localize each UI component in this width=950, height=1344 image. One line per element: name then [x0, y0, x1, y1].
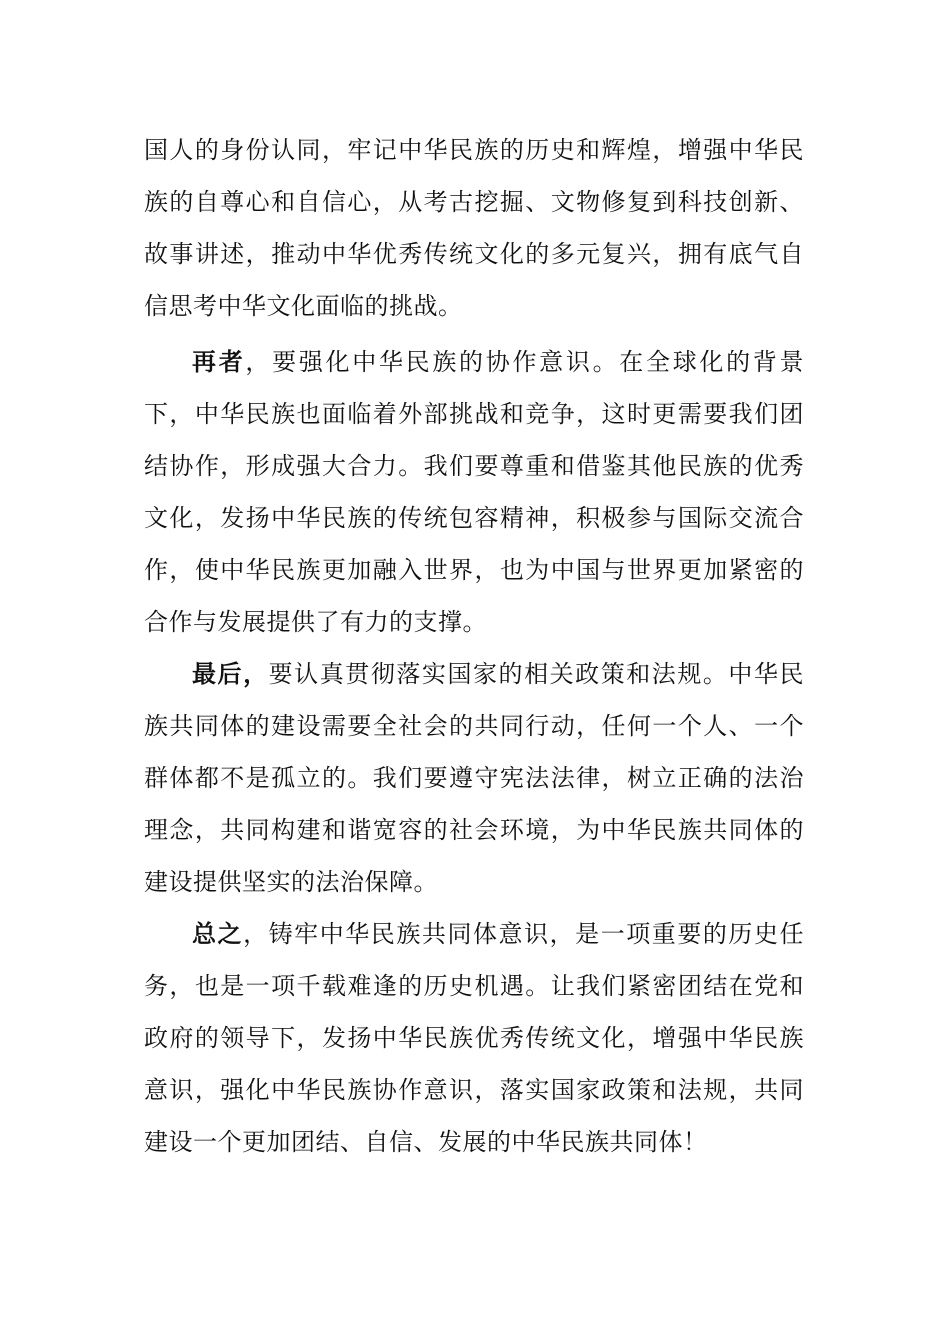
paragraph-furthermore	[144, 336, 804, 648]
paragraph-lead: 再者	[192, 348, 246, 376]
paragraph-conclusion	[144, 908, 804, 1168]
paragraph-body: 要认真贯彻落实国家的相关政策和法规。中华民族共同体的建设需要全社会的共同行动，任何一个人、一个群体都不是孤立的。我们要遵守宪法法律，树立正确的法治理念，共同构建和谐宽容的社会环境，为中华民族共同体的建设提供坚实的法治保障。	[144, 660, 805, 896]
paragraph-text	[144, 648, 804, 908]
paragraph-continued	[144, 124, 804, 332]
paragraph-text	[144, 124, 804, 332]
paragraph-body: ，要强化中华民族的协作意识。在全球化的背景下，中华民族也面临着外部挑战和竞争，这时更需要我们团结协作，形成强大合力。我们要尊重和借鉴其他民族的优秀文化，发扬中华民族的传统包容精神，积极参与国际交流合作，使中华民族更加融入世界，也为中国与世界更加紧密的合作与发展提供了有力的支撑。	[144, 348, 805, 636]
paragraph-finally	[144, 648, 804, 908]
paragraph-lead: 最后，	[192, 660, 269, 688]
paragraph-text	[144, 908, 804, 1168]
paragraph-text	[144, 336, 804, 648]
paragraph-body: ，铸牢中华民族共同体意识，是一项重要的历史任务，也是一项千载难逢的历史机遇。让我们紧密团结在党和政府的领导下，发扬中华民族优秀传统文化，增强中华民族意识，强化中华民族协作意识，落实国家政策和法规，共同建设一个更加团结、自信、发展的中华民族共同体！	[144, 920, 805, 1156]
paragraph-body: 国人的身份认同，牢记中华民族的历史和辉煌，增强中华民族的自尊心和自信心，从考古挖掘、文物修复到科技创新、故事讲述，推动中华优秀传统文化的多元复兴，拥有底气自信思考中华文化面临的挑战。	[144, 136, 804, 320]
paragraph-lead: 总之	[192, 920, 244, 948]
